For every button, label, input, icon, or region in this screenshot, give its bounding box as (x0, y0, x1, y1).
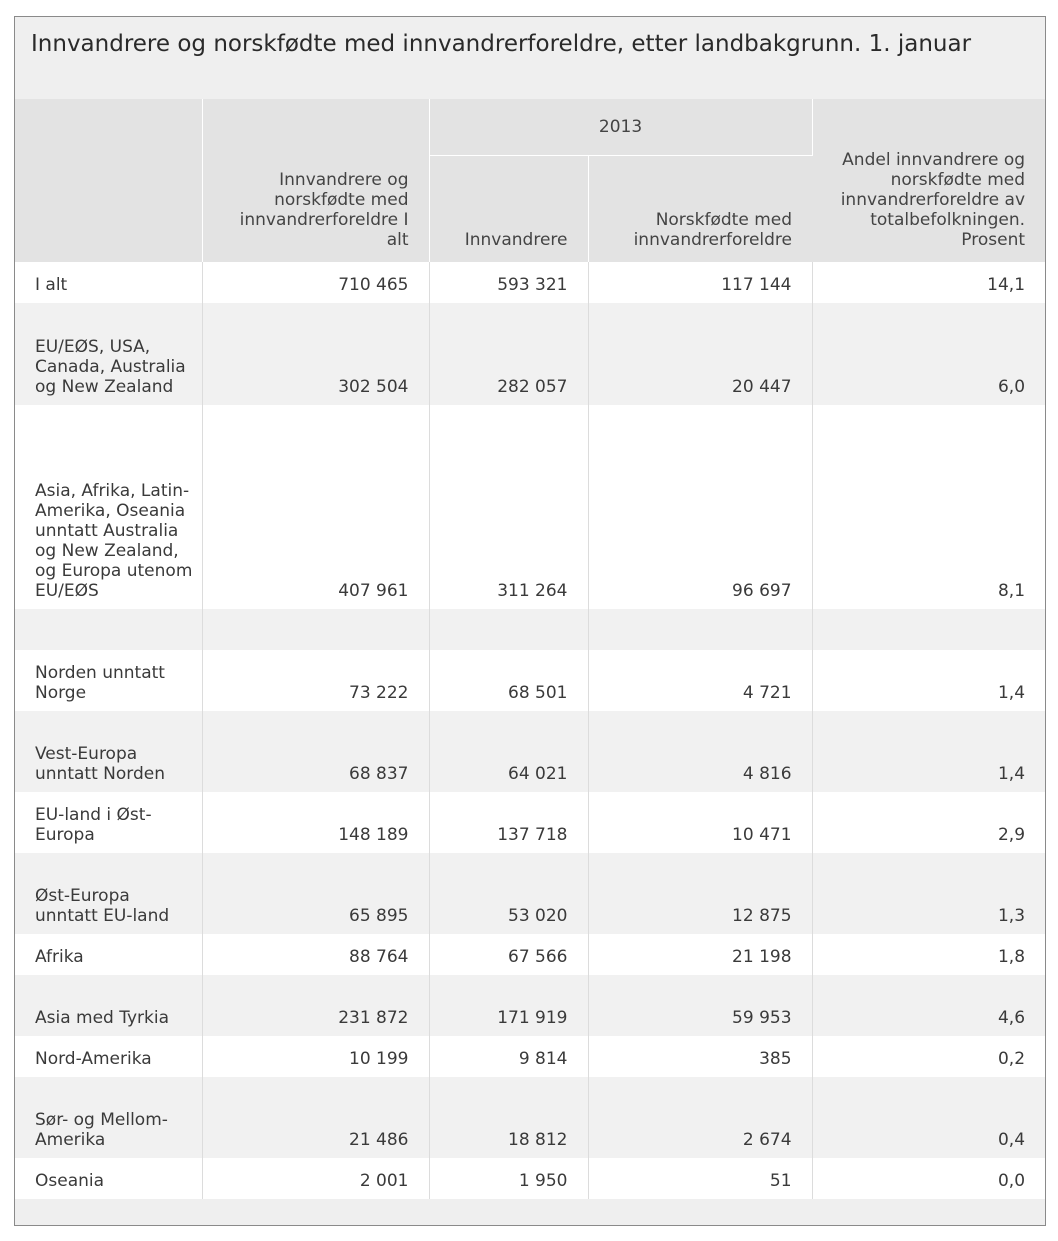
cell-immigrants: 137 718 (429, 792, 588, 853)
cell-norwegian-born: 96 697 (588, 405, 812, 609)
cell-share: 1,3 (812, 853, 1045, 934)
table-row-spacer (15, 609, 1045, 650)
table-body (15, 262, 1045, 1199)
cell-immigrants: 282 057 (429, 303, 588, 405)
cell-total: 302 504 (202, 303, 429, 405)
cell-norwegian-born: 59 953 (588, 975, 812, 1036)
row-label: Asia, Afrika, Latin-Amerika, Oseania unntatt Australia og New Zealand, og Europa utenom EU/EØS (15, 405, 202, 609)
cell-immigrants: 64 021 (429, 711, 588, 792)
cell-immigrants: 9 814 (429, 1036, 588, 1077)
header-year: 2013 (429, 99, 812, 156)
cell-immigrants: 1 950 (429, 1158, 588, 1199)
cell-share: 6,0 (812, 303, 1045, 405)
cell-norwegian-born: 385 (588, 1036, 812, 1077)
header-empty-cell (15, 99, 202, 262)
cell-immigrants: 18 812 (429, 1077, 588, 1158)
table-row (15, 303, 1045, 405)
cell-share: 2,9 (812, 792, 1045, 853)
table-row (15, 650, 1045, 711)
cell-share: 0,2 (812, 1036, 1045, 1077)
row-label: Afrika (15, 934, 202, 975)
table-row (15, 975, 1045, 1036)
table-title: Innvandrere og norskfødte med innvandrerforeldre, etter landbakgrunn. 1. januar (31, 31, 972, 57)
cell-total: 710 465 (202, 262, 429, 303)
table-frame (14, 16, 1046, 1226)
table-row (15, 1036, 1045, 1077)
header-share: Andel innvandrere og norskfødte med innvandrerforeldre av totalbefolkningen. Prosent (812, 99, 1045, 262)
cell-share: 1,4 (812, 650, 1045, 711)
table-row (15, 1077, 1045, 1158)
header-norwegian-born: Norskfødte med innvandrerforeldre (588, 156, 812, 263)
cell-total: 88 764 (202, 934, 429, 975)
cell-share: 0,0 (812, 1158, 1045, 1199)
cell-norwegian-born: 51 (588, 1158, 812, 1199)
cell-immigrants: 593 321 (429, 262, 588, 303)
table-row (15, 1158, 1045, 1199)
cell-immigrants: 311 264 (429, 405, 588, 609)
cell-norwegian-born: 21 198 (588, 934, 812, 975)
table-row (15, 711, 1045, 792)
statistics-table (15, 99, 1045, 1199)
cell-norwegian-born: 117 144 (588, 262, 812, 303)
cell-share: 1,8 (812, 934, 1045, 975)
row-label: Asia med Tyrkia (15, 975, 202, 1036)
cell-total: 10 199 (202, 1036, 429, 1077)
cell-norwegian-born: 2 674 (588, 1077, 812, 1158)
cell-share: 4,6 (812, 975, 1045, 1036)
row-label: Nord-Amerika (15, 1036, 202, 1077)
table-row (15, 853, 1045, 934)
cell-total: 407 961 (202, 405, 429, 609)
cell-total: 73 222 (202, 650, 429, 711)
header-immigrants: Innvandrere (429, 156, 588, 263)
row-label: Oseania (15, 1158, 202, 1199)
row-label: Sør- og Mellom-Amerika (15, 1077, 202, 1158)
row-label: EU-land i Øst-Europa (15, 792, 202, 853)
cell-share: 1,4 (812, 711, 1045, 792)
table-row (15, 792, 1045, 853)
cell-share: 14,1 (812, 262, 1045, 303)
cell-norwegian-born: 4 816 (588, 711, 812, 792)
cell-share: 0,4 (812, 1077, 1045, 1158)
table-row (15, 405, 1045, 609)
cell-total: 2 001 (202, 1158, 429, 1199)
table-row (15, 262, 1045, 303)
cell-norwegian-born: 10 471 (588, 792, 812, 853)
cell-norwegian-born: 12 875 (588, 853, 812, 934)
cell-immigrants: 68 501 (429, 650, 588, 711)
cell-total: 148 189 (202, 792, 429, 853)
cell-total: 65 895 (202, 853, 429, 934)
row-label: EU/EØS, USA, Canada, Australia og New Zealand (15, 303, 202, 405)
header-total: Innvandrere og norskfødte med innvandrerforeldre I alt (202, 99, 429, 262)
cell-share: 8,1 (812, 405, 1045, 609)
cell-immigrants: 171 919 (429, 975, 588, 1036)
cell-immigrants: 67 566 (429, 934, 588, 975)
cell-norwegian-born: 20 447 (588, 303, 812, 405)
cell-total: 231 872 (202, 975, 429, 1036)
table-row (15, 934, 1045, 975)
row-label: Norden unntatt Norge (15, 650, 202, 711)
cell-immigrants: 53 020 (429, 853, 588, 934)
row-label: Øst-Europa unntatt EU-land (15, 853, 202, 934)
cell-total: 21 486 (202, 1077, 429, 1158)
row-label: Vest-Europa unntatt Norden (15, 711, 202, 792)
cell-total: 68 837 (202, 711, 429, 792)
row-label: I alt (15, 262, 202, 303)
cell-norwegian-born: 4 721 (588, 650, 812, 711)
table-header (15, 99, 1045, 262)
